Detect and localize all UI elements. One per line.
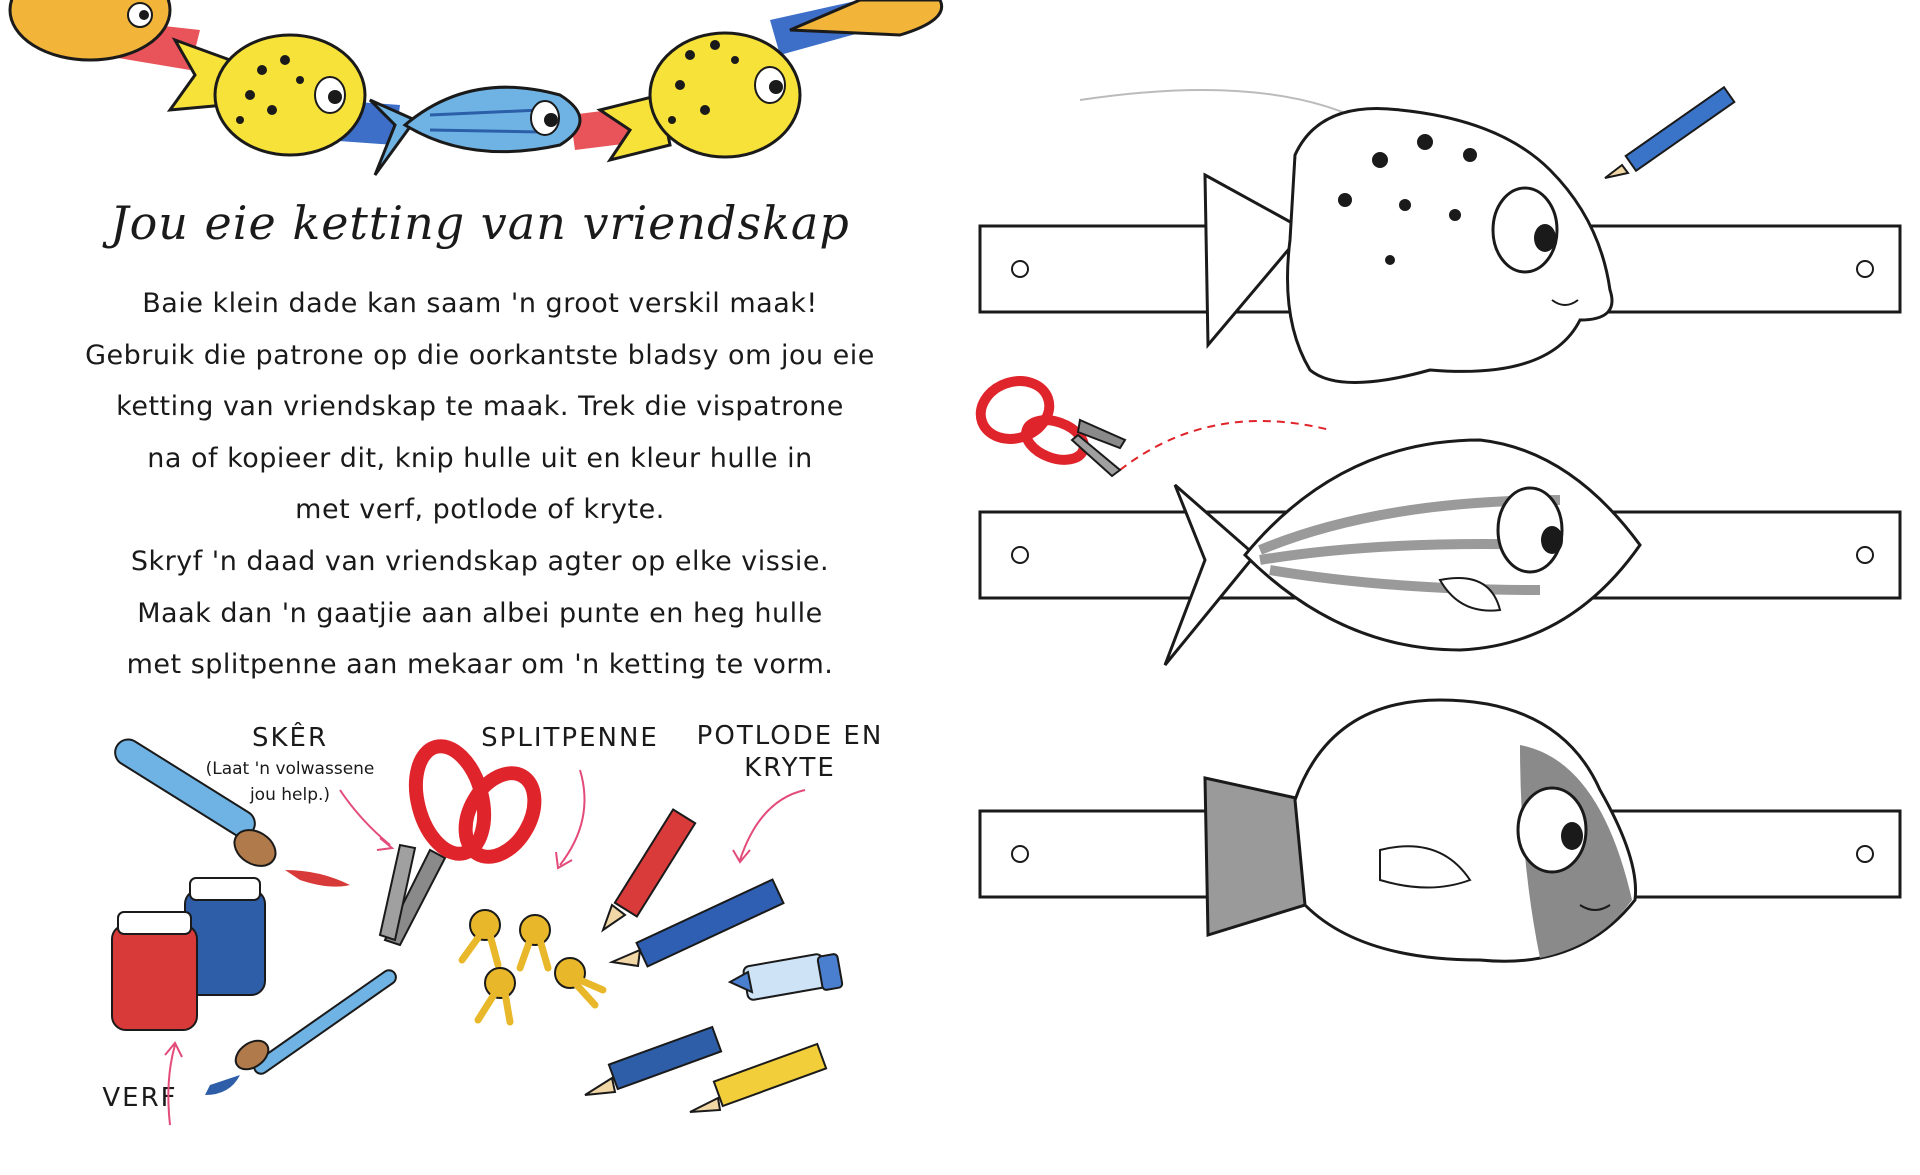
crayon-icon xyxy=(730,953,843,1000)
scissors-icon xyxy=(973,372,1125,476)
pencils-label: POTLODE EN xyxy=(696,721,884,751)
split-pins-label: SPLITPENNE xyxy=(481,723,659,753)
instruction-line: met verf, potlode of kryte. xyxy=(295,494,665,526)
split-pin-icon xyxy=(478,968,515,1022)
fish-template xyxy=(973,372,1900,665)
paintbrush-icon xyxy=(110,735,350,887)
pencils-label: KRYTE xyxy=(744,753,836,783)
instructions xyxy=(60,278,900,691)
split-pin-icon xyxy=(520,915,550,968)
fish-icon xyxy=(370,87,580,175)
scissors-note: jou help.) xyxy=(249,785,331,805)
fish-icon xyxy=(170,35,365,155)
fish-template xyxy=(980,87,1900,382)
fish-template xyxy=(980,700,1900,961)
scissors-icon xyxy=(380,739,548,945)
paint-pot-icon xyxy=(112,912,197,1030)
instruction-line: na of kopieer dit, knip hulle uit en kleur hulle in xyxy=(147,442,813,474)
scissors-note: (Laat 'n volwassene xyxy=(205,759,375,779)
instruction-line: Skryf 'n daad van vriendskap agter op elke vissie. xyxy=(130,545,830,577)
fish-templates xyxy=(960,0,1920,1175)
fish-icon xyxy=(600,33,800,160)
pencil-icon xyxy=(603,809,695,930)
instruction-line: Gebruik die patrone op die oorkantste bladsy om jou eie xyxy=(85,339,875,371)
split-pin-icon xyxy=(462,910,500,965)
pencil-icon xyxy=(585,1027,721,1095)
instruction-line: Baie klein dade kan saam 'n groot verskil maak! xyxy=(142,288,818,319)
left-page xyxy=(0,0,884,1175)
split-pin-icon xyxy=(555,958,603,1005)
pencil-icon xyxy=(1605,87,1734,178)
page-title: Jou eie ketting van vriendskap xyxy=(110,196,850,250)
right-page xyxy=(960,0,1920,1175)
instruction-line: Maak dan 'n gaatjie aan albei punte en heg hulle xyxy=(137,597,823,629)
fish-garland xyxy=(0,0,960,200)
instruction-line: met splitpenne aan mekaar om 'n ketting te vorm. xyxy=(126,649,834,681)
instruction-line: ketting van vriendskap te maak. Trek die vispatrone xyxy=(116,391,844,423)
supplies-illustration xyxy=(0,700,900,1175)
paint-label: VERF xyxy=(102,1083,178,1113)
scissors-label: SKÊR xyxy=(251,723,329,753)
